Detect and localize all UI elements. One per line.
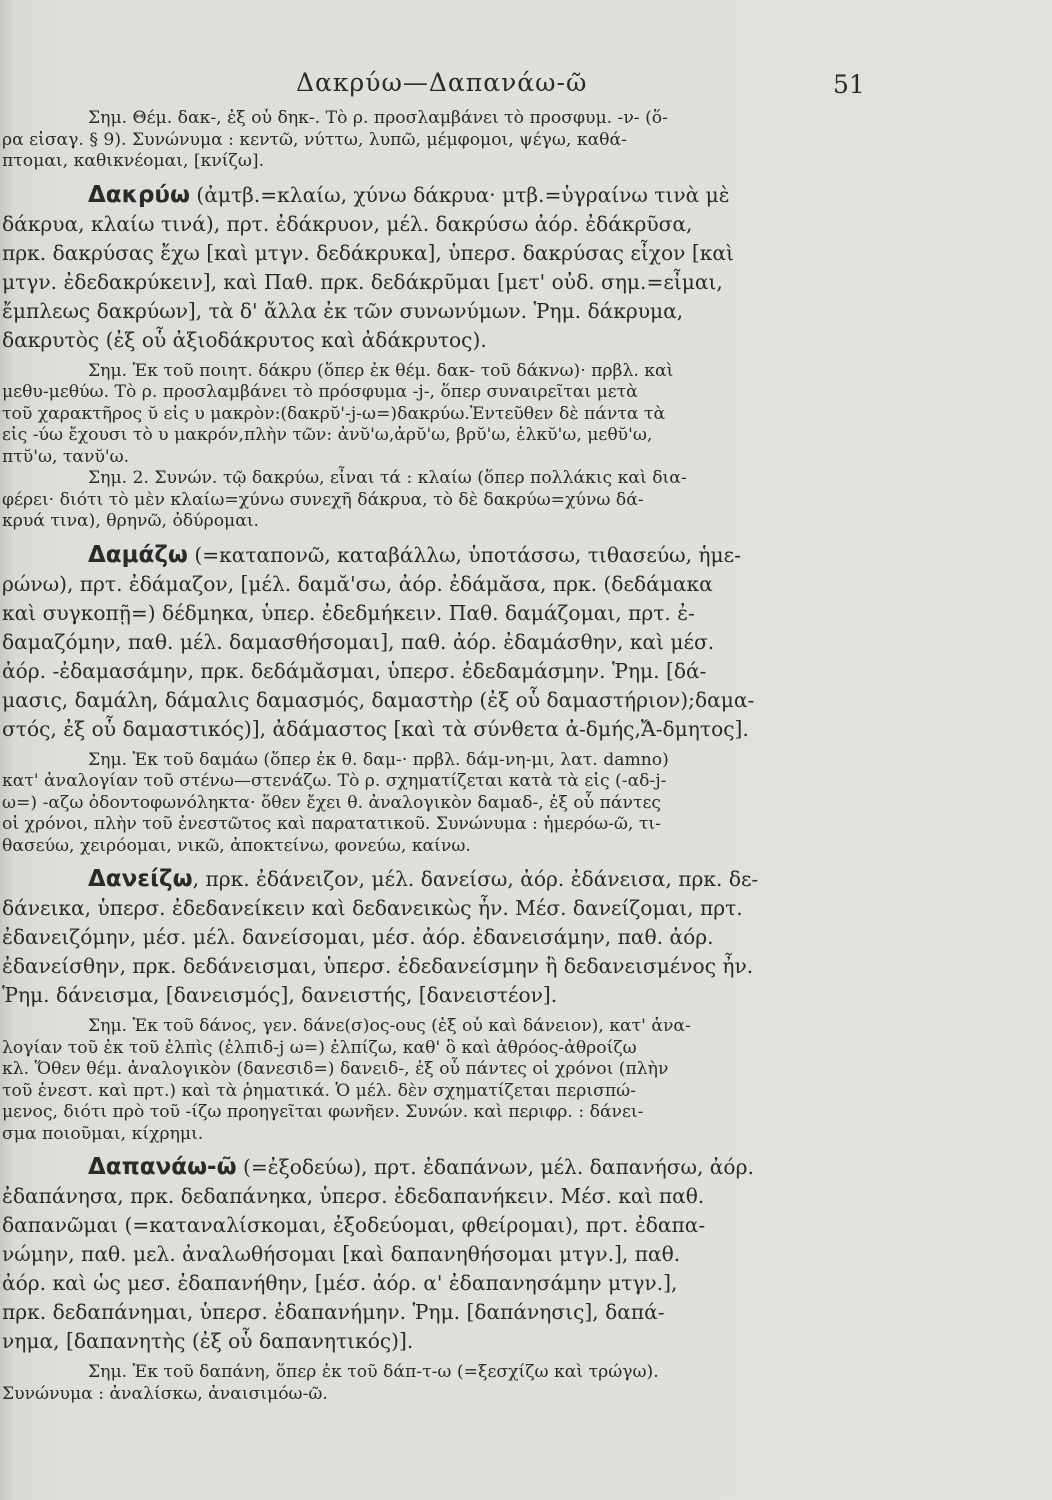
- note-line: Σημ. 2. Συνών. τῷ δακρύω, εἶναι τά : κλαίω (ὅπερ πολλάκις καὶ δια-: [88, 468, 687, 488]
- entry-line: στός, ἐξ οὗ δαμαστικός)], ἀδάμαστος [καὶ τὰ σύνθετα ἀ-δμής,Ἄ-δμητος].: [2, 716, 749, 741]
- note-block: [2, 1362, 922, 1405]
- entry-first-line: [2, 541, 922, 570]
- entry-line: νώμην, παθ. μελ. ἀναλωθήσομαι [καὶ δαπανηθήσομαι μτγν.], παθ.: [2, 1242, 681, 1266]
- entry-line: δαπανῶμαι (=καταναλίσκομαι, ἐξοδεύομαι, φθείρομαι), πρτ. ἐδαπα-: [2, 1213, 706, 1237]
- note-line: μεθυ-μεθύω. Τὸ ρ. προσλαμβάνει τὸ πρόσφυμα -j-, ὅπερ συναιρεῖται μετὰ: [2, 382, 638, 402]
- note-line: εἰς -ύω ἔχουσι τὸ υ μακρόν,πλὴν τῶν: ἀνῠ'ω,ἀρῠ'ω, βρῠ'ω, ἑλκῠ'ω, μεθῠ'ω,: [2, 425, 653, 445]
- entry-line: μτγν. ἐδεδακρύκειν], καὶ Παθ. πρκ. δεδάκρῦμαι [μετ' οὐδ. σημ.=εἶμαι,: [2, 269, 723, 294]
- entry-lemma: Δαμάζω: [88, 541, 188, 568]
- dictionary-entry: [2, 541, 922, 744]
- note-line: ω=) -αζω ὀδοντοφωνόληκτα· ὅθεν ἔχει θ. ἀναλογικὸν δαμαδ-, ἐξ οὗ πάντες: [2, 792, 662, 813]
- note-line: οἱ χρόνοι, πλὴν τοῦ ἐνεστῶτος καὶ παρατατικοῦ. Συνώνυμα : ἡμερόω-ῶ, τι-: [2, 814, 661, 834]
- entry-line: δακρυτὸς (ἐξ οὗ ἀξιοδάκρυτος καὶ ἀδάκρυτος).: [2, 327, 487, 352]
- note-line: κλ. Ὅθεν θέμ. ἀναλογικὸν (δανεσιδ=) δανειδ-, ἐξ οὗ πάντες οἱ χρόνοι (πλὴν: [2, 1059, 669, 1079]
- note-block: [2, 361, 922, 533]
- entry-first-line: [2, 1153, 922, 1182]
- entry-first-line: [2, 865, 922, 894]
- entry-line: πρκ. δεδαπάνημαι, ὑπερσ. ἐδαπανήμην. Ῥημ. [δαπάνησις], δαπά-: [2, 1300, 665, 1324]
- entry-first-line: [2, 181, 922, 210]
- entry-line: Ῥημ. δάνεισμα, [δανεισμός], δανειστής, [δανειστέον].: [2, 983, 558, 1007]
- note-line: Συνώνυμα : ἀναλίσκω, ἀναισιμόω-ῶ.: [2, 1383, 328, 1404]
- note-line: σμα ποιοῦμαι, κίχρημι.: [2, 1123, 204, 1144]
- entry-line: δαμαζόμην, παθ. μέλ. δαμασθήσομαι], παθ. ἀόρ. ἐδαμάσθην, καὶ μέσ.: [2, 629, 715, 654]
- note-line: κρυά τινα), θρηνῶ, ὀδύρομαι.: [2, 511, 260, 531]
- note-line: Σημ. Ἐκ τοῦ δάνος, γεν. δάνε(σ)ος-ους (ἐξ οὗ καὶ δάνειον), κατ' ἀνα-: [88, 1016, 691, 1036]
- entry-lemma: Δανείζω: [88, 866, 193, 892]
- entry-line: ἀόρ. καὶ ὡς μεσ. ἐδαπανήθην, [μέσ. ἀόρ. α' ἐδαπανησάμην μτγν.],: [2, 1271, 678, 1295]
- entry-lemma: Δακρύω: [88, 181, 190, 208]
- entry-line: νημα, [δαπανητὴς (ἐξ οὗ δαπανητικός)].: [2, 1329, 414, 1353]
- note-block: [2, 750, 922, 858]
- note-line: τοῦ χαρακτῆρος ῠ εἰς υ μακρὸν:(δακρῠ'-j-ω=)δακρύω.Ἐντεῦθεν δὲ πάντα τὰ: [2, 403, 666, 424]
- note-line: κατ' ἀναλογίαν τοῦ στένω—στενάζω. Τὸ ρ. σχηματίζεται κατὰ τὰ εἰς (-αδ-j-: [2, 771, 667, 791]
- note-line: Σημ. Ἐκ τοῦ δαμάω (ὅπερ ἐκ θ. δαμ-· πρβλ. δάμ-νη-μι, λατ. damno): [88, 749, 669, 770]
- entry-first-line-text: (=ἐξοδεύω), πρτ. ἐδαπάνων, μέλ. δαπανήσω, ἀόρ.: [236, 1155, 754, 1179]
- entry-first-line-text: (=καταπονῶ, καταβάλλω, ὑποτάσσω, τιθασεύω, ἡμε-: [187, 542, 741, 567]
- entry-line: μασις, δαμάλη, δάμαλις δαμασμός, δαμαστὴρ (ἐξ οὗ δαμαστήριον);δαμα-: [2, 687, 755, 712]
- running-head: Δακρύω—Δαπανάω-ῶ: [296, 68, 588, 97]
- note-line: θασεύω, χειρόομαι, νικῶ, ἀποκτείνω, φονεύω, καίνω.: [2, 835, 471, 856]
- note-block: [2, 108, 922, 173]
- entry-line: ρώνω), πρτ. ἐδάμαζον, [μέλ. δαμᾰ'σω, ἀόρ. ἐδάμᾰσα, πρκ. (δεδάμακα: [2, 571, 713, 596]
- entry-line: ἀόρ. -ἐδαμασάμην, πρκ. δεδάμᾰσμαι, ὑπερσ. ἐδεδαμάσμην. Ῥημ. [δά-: [2, 658, 707, 683]
- entry-line: ἔμπλεως δακρύων], τὰ δ' ἄλλα ἐκ τῶν συνωνύμων. Ῥημ. δάκρυμα,: [2, 298, 684, 323]
- entry-first-line-text: , πρκ. ἐδάνειζον, μέλ. δανείσω, ἀόρ. ἐδάνεισα, πρκ. δε-: [192, 867, 759, 891]
- page-header: [0, 62, 1052, 102]
- entry-line: πρκ. δακρύσας ἔχω [καὶ μτγν. δεδάκρυκα], ὑπερσ. δακρύσας εἶχον [καὶ: [2, 240, 734, 265]
- note-line: μενος, διότι πρὸ τοῦ -ίζω προηγεῖται φωνῆεν. Συνών. καὶ περιφρ. : δάνει-: [2, 1102, 644, 1122]
- entry-line: καὶ συγκοπῇ=) δέδμηκα, ὑπερ. ἐδεδμήκειν. Παθ. δαμάζομαι, πρτ. ἐ-: [2, 600, 695, 625]
- block-spacer: [2, 173, 922, 181]
- entry-first-line-text: (ἀμτβ.=κλαίω, χύνω δάκρυα· μτβ.=ὑγραίνω τινὰ μὲ: [189, 182, 730, 207]
- note-line: πτῠ'ω, τανῠ'ω.: [2, 446, 130, 467]
- dictionary-body: [2, 108, 922, 1405]
- block-spacer: [2, 857, 922, 865]
- entry-line: δάνεικα, ὑπερσ. ἐδεδανείκειν καὶ δεδανεικὼς ἦν. Μέσ. δανείζομαι, πρτ.: [2, 896, 743, 920]
- block-spacer: [2, 1145, 922, 1153]
- dictionary-entry: [2, 1153, 922, 1356]
- block-spacer: [2, 533, 922, 541]
- note-line: Σημ. Ἐκ τοῦ ποιητ. δάκρυ (ὅπερ ἐκ θέμ. δακ- τοῦ δάκνω)· πρβλ. καὶ: [88, 360, 674, 381]
- page-number: 51: [833, 70, 865, 99]
- entry-line: ἐδανειζόμην, μέσ. μέλ. δανείσομαι, μέσ. ἀόρ. ἐδανεισάμην, παθ. ἀόρ.: [2, 925, 714, 949]
- note-line: πτομαι, καθικνέομαι, [κνίζω].: [2, 151, 265, 171]
- dictionary-entry: [2, 181, 922, 355]
- note-line: Σημ. Ἐκ τοῦ δαπάνη, ὅπερ ἐκ τοῦ δάπ-τ-ω (=ξεσχίζω καὶ τρώγω).: [88, 1362, 659, 1382]
- note-line: φέρει· διότι τὸ μὲν κλαίω=χύνω συνεχῆ δάκρυα, τὸ δὲ δακρύω=χύνω δά-: [2, 489, 644, 510]
- note-line: λογίαν τοῦ ἐκ τοῦ ἐλπὶς (ἐλπιδ-j ω=) ἐλπίζω, καθ' ὃ καὶ ἀθρόος-ἀθροίζω: [2, 1037, 637, 1058]
- note-line: ρα εἰσαγ. § 9). Συνώνυμα : κεντῶ, νύττω, λυπῶ, μέμφομοι, ψέγω, καθά-: [2, 129, 627, 150]
- dictionary-entry: [2, 865, 922, 1010]
- entry-line: δάκρυα, κλαίω τινά), πρτ. ἐδάκρυον, μέλ. δακρύσω ἀόρ. ἐδάκρῦσα,: [2, 211, 693, 236]
- entry-line: ἐδανείσθην, πρκ. δεδάνεισμαι, ὑπερσ. ἐδεδανείσμην ἢ δεδανεισμένος ἦν.: [2, 954, 754, 978]
- note-line: Σημ. Θέμ. δακ-, ἐξ οὗ δηκ-. Τὸ ρ. προσλαμβάνει τὸ προσφυμ. -ν- (ὅ-: [88, 108, 668, 128]
- note-block: [2, 1016, 922, 1145]
- entry-line: ἐδαπάνησα, πρκ. δεδαπάνηκα, ὑπερσ. ἐδεδαπανήκειν. Μέσ. καὶ παθ.: [2, 1184, 705, 1208]
- note-line: τοῦ ἐνεστ. καὶ πρτ.) καὶ τὰ ῥηματικά. Ὁ μέλ. δὲν σχηματίζεται περισπώ-: [2, 1080, 636, 1101]
- entry-lemma: Δαπανάω-ῶ: [88, 1154, 237, 1180]
